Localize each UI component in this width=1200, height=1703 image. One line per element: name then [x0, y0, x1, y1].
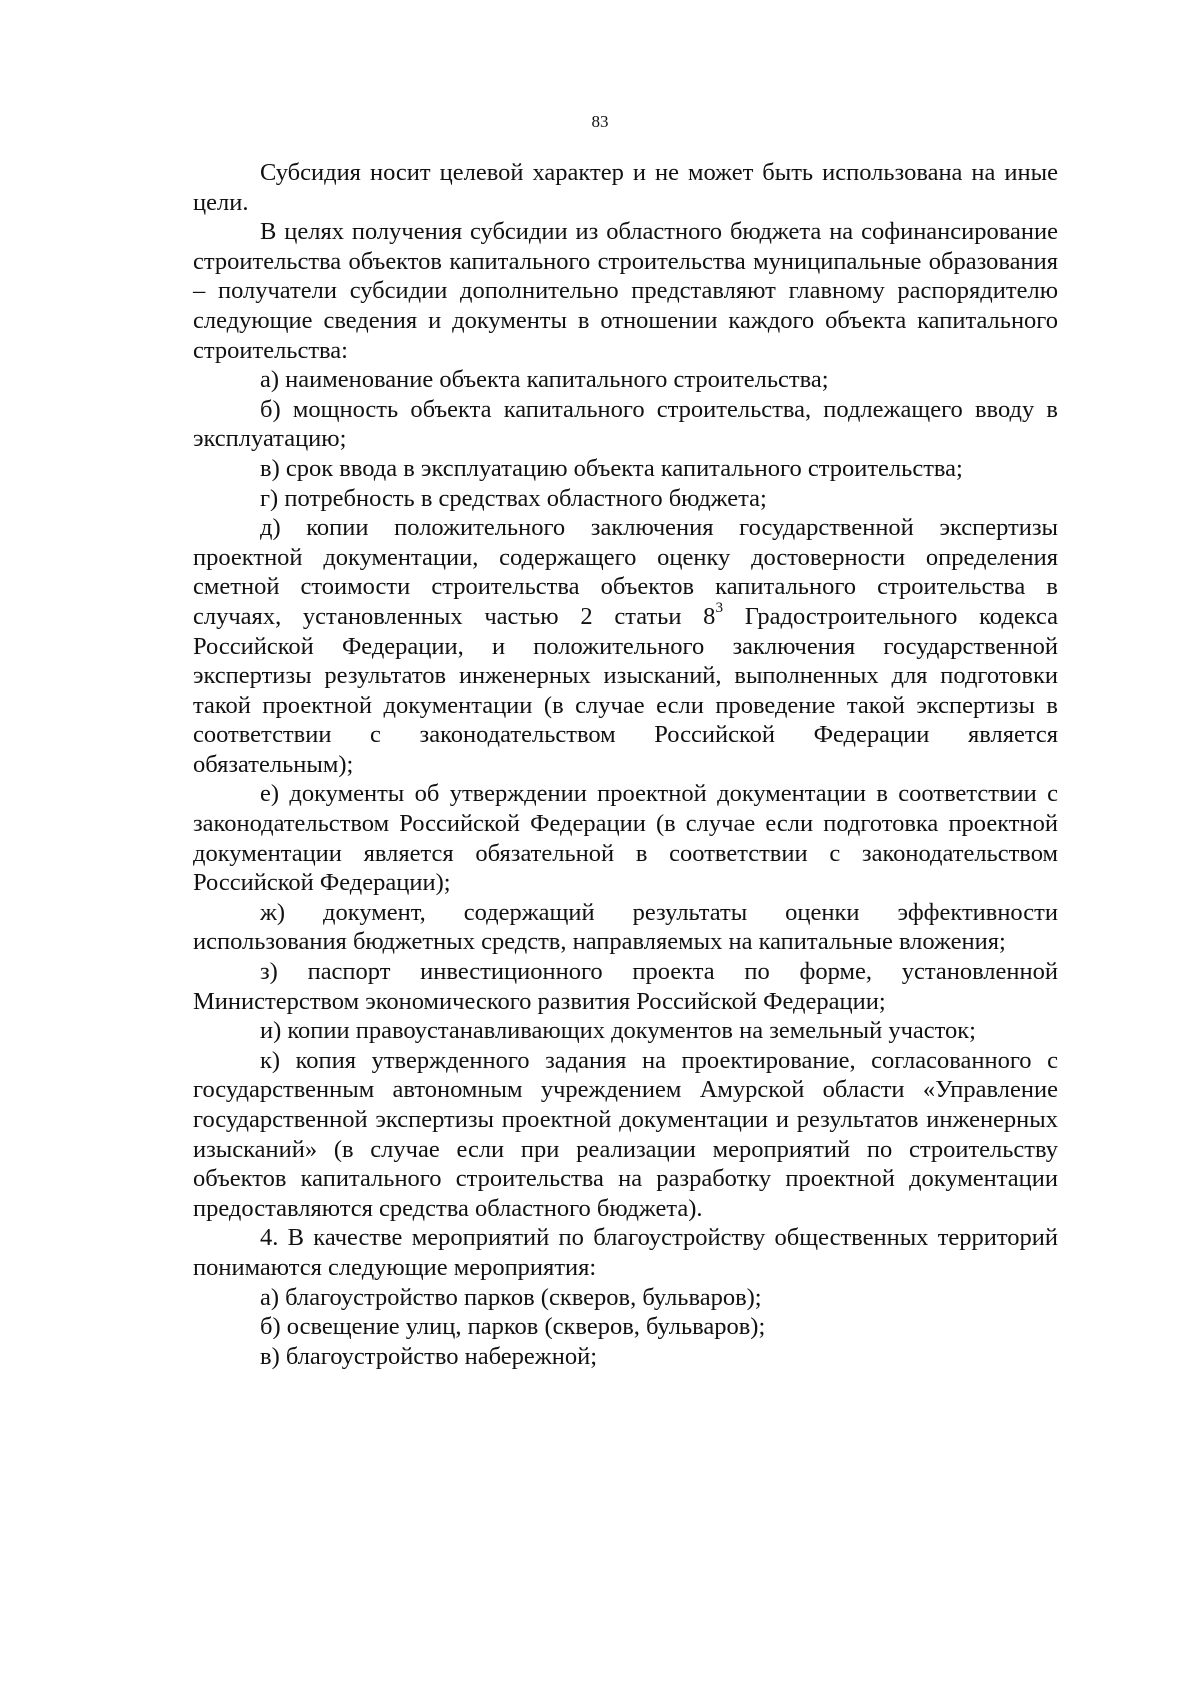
section-4-intro: 4. В качестве мероприятий по благоустройству общественных территорий понимаются следующие мероприятия: [193, 1224, 1058, 1281]
list-item-d-text-continued: Градостроительного кодекса Российской Федерации, и положительного заключения государственной экспертизы результатов инженерных изысканий, выполненных для подготовки такой проектной документации (в случае если проведение такой экспертизы в соответствии с законодательством Российской Федерации является обязательным); [193, 602, 1058, 778]
document-body [193, 158, 1058, 1371]
list-item-a: а) наименование объекта капитального строительства; [260, 366, 829, 394]
section-4-item-v: в) благоустройство набережной; [260, 1342, 597, 1370]
list-item-g: г) потребность в средствах областного бюджета; [260, 484, 767, 512]
list-item-e: е) документы об утверждении проектной документации в соответствии с законодательством Российской Федерации (в случае если подготовка проектной документации является обязательной в соответствии с законодательством Российской Федерации); [193, 780, 1058, 897]
section-4-item-b: б) освещение улиц, парков (скверов, бульваров); [260, 1313, 766, 1341]
list-item-v: в) срок ввода в эксплуатацию объекта капитального строительства; [260, 454, 963, 482]
list-item-z: з) паспорт инвестиционного проекта по форме, установленной Министерством экономического развития Российской Федерации; [193, 958, 1058, 1015]
list-item-k: к) копия утвержденного задания на проектирование, согласованного с государственным автономным учреждением Амурской области «Управление государственной экспертизы проектной документации и результатов инженерных изысканий» (в случае если при реализации мероприятий по строительству объектов капитального строительства на разработку проектной документации предоставляются средства областного бюджета). [193, 1046, 1058, 1222]
section-4-item-a: а) благоустройство парков (скверов, бульваров); [260, 1283, 762, 1311]
superscript: 3 [715, 599, 724, 617]
paragraph-required-documents-intro: В целях получения субсидии из областного бюджета на софинансирование строительства объектов капитального строительства муниципальные образования – получатели субсидии дополнительно представляют главному распорядителю следующие сведения и документы в отношении каждого объекта капитального строительства: [193, 218, 1058, 364]
list-item-i: и) копии правоустанавливающих документов на земельный участок; [260, 1017, 976, 1045]
page-number: 83 [591, 112, 609, 131]
list-item-zh: ж) документ, содержащий результаты оценки эффективности использования бюджетных средств, направляемых на капитальные вложения; [193, 898, 1058, 956]
list-item-b: б) мощность объекта капитального строительства, подлежащего вводу в эксплуатацию; [193, 395, 1058, 453]
list-item-d-text: д) копии положительного заключения государственной экспертизы проектной документации, содержащего оценку достоверности определения сметной стоимости строительства объектов капитального строительства в случаях, установленных частью 2 статьи 8 [193, 514, 1058, 630]
paragraph-subsidy-purpose: Субсидия носит целевой характер и не может быть использована на иные цели. [193, 159, 1058, 216]
list-item-d [193, 513, 1058, 779]
